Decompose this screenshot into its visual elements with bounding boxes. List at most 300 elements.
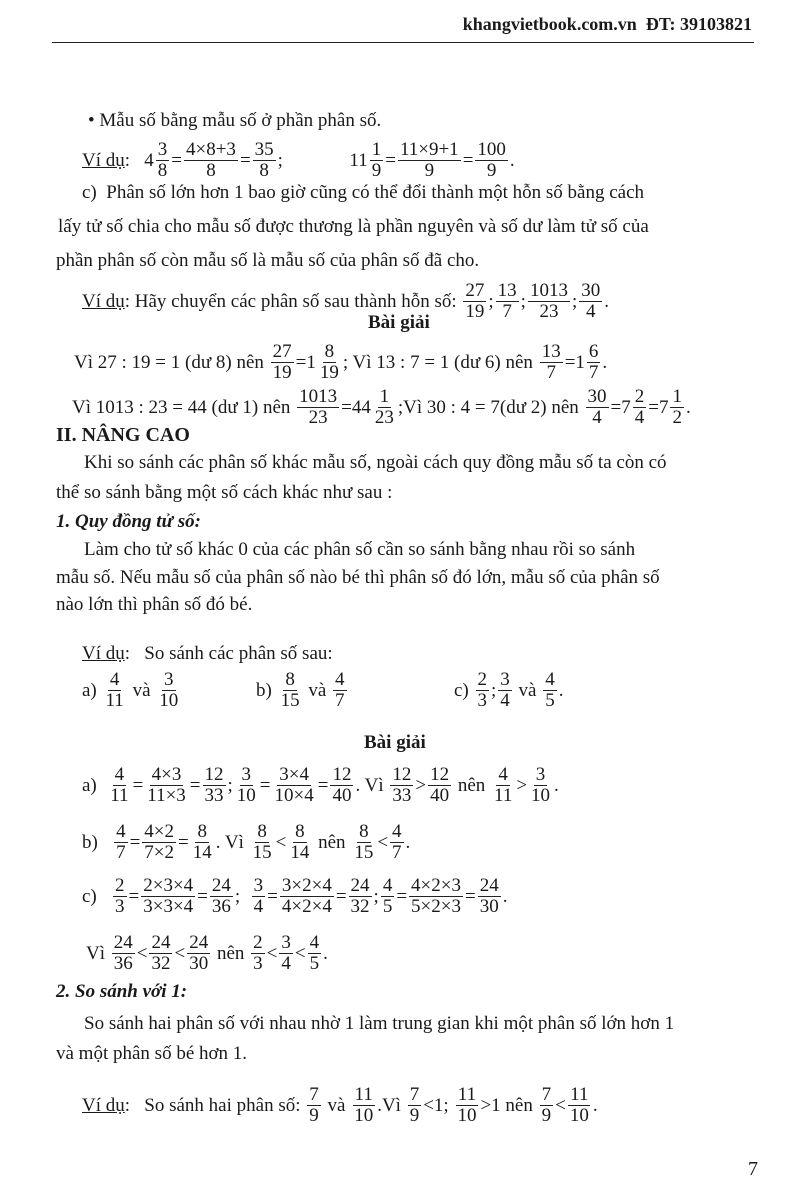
fraction <box>251 933 265 974</box>
numerator: 8 <box>257 821 267 842</box>
denominator: 5 <box>545 690 555 711</box>
numerator: 4 <box>109 669 120 690</box>
text-run: = <box>128 885 140 907</box>
paragraph-line <box>56 1043 247 1065</box>
text-run: = <box>385 149 396 171</box>
solution-line-b <box>82 822 410 863</box>
numerator: 100 <box>477 139 506 160</box>
numerator: 24 <box>479 875 499 896</box>
denominator: 3 <box>253 953 263 974</box>
text-run: nên <box>313 831 351 853</box>
page-header <box>463 14 752 35</box>
fraction <box>475 140 508 181</box>
denominator: 4 <box>634 407 645 428</box>
solution-line <box>72 387 691 428</box>
text-run: = <box>171 149 182 171</box>
section-heading <box>56 424 190 446</box>
bold-italic-heading: 1. Quy đồng tử số: <box>56 511 201 532</box>
numerator: 8 <box>197 821 207 842</box>
fraction <box>280 876 334 917</box>
fraction <box>670 387 684 428</box>
numerator: 3×2×4 <box>281 875 332 896</box>
text-run: =7 <box>648 396 669 418</box>
denominator: 11 <box>494 785 513 806</box>
fraction <box>252 876 266 917</box>
text-run: a) <box>82 774 107 796</box>
text-run: và một phân số bé hơn 1. <box>56 1043 248 1064</box>
fraction <box>271 342 294 383</box>
text-run: =7 <box>610 396 631 418</box>
text-run: > <box>415 774 427 796</box>
text-run: = <box>239 149 251 171</box>
text-run: c) Phân số lớn hơn 1 bao giờ cũng có thể đổi thành một hỗn số bằng cách <box>82 182 645 203</box>
fraction <box>156 140 170 181</box>
denominator: 8 <box>157 160 168 181</box>
text-run: > <box>516 774 528 796</box>
denominator: 3×3×4 <box>143 896 194 917</box>
denominator: 10 <box>457 1105 477 1126</box>
denominator: 7 <box>588 362 599 383</box>
text-run: ; <box>234 885 250 907</box>
denominator: 7 <box>546 362 556 383</box>
text-run: =44 <box>341 396 371 418</box>
paragraph-line <box>82 182 644 204</box>
fraction <box>184 140 238 181</box>
fraction <box>633 387 647 428</box>
denominator: 9 <box>309 1105 319 1126</box>
paragraph-line <box>58 216 649 238</box>
denominator: 10 <box>569 1105 589 1126</box>
denominator: 9 <box>409 1105 420 1126</box>
fraction <box>529 765 552 806</box>
text-run: Làm cho tử số khác 0 của các phân số cần so sánh bằng nhau rồi so sánh <box>84 539 636 560</box>
numerator: 1013 <box>529 280 568 301</box>
fraction <box>149 933 172 974</box>
fraction <box>279 933 293 974</box>
example-fraction-to-mixed <box>82 281 609 322</box>
fraction <box>191 822 214 863</box>
numerator: 11×9+1 <box>399 139 459 160</box>
fraction <box>203 765 226 806</box>
text-run: < <box>377 831 389 853</box>
denominator: 32 <box>151 953 171 974</box>
fraction <box>381 876 395 917</box>
numerator: 1 <box>672 386 682 407</box>
denominator: 5×2×3 <box>411 896 461 917</box>
fraction <box>579 281 602 322</box>
denominator: 4 <box>253 896 264 917</box>
numerator: 12 <box>430 764 450 785</box>
numerator: 24 <box>211 875 231 896</box>
numerator: 11 <box>354 1084 373 1105</box>
numerator: 4×8+3 <box>186 139 236 160</box>
fraction <box>187 933 210 974</box>
text-run: nào lớn thì phân số đó bé. <box>56 594 253 615</box>
denominator: 4 <box>585 301 596 322</box>
denominator: 5 <box>309 953 320 974</box>
text-run: < <box>174 942 186 964</box>
text-run: . <box>592 1094 598 1116</box>
text-run: ; <box>373 885 379 907</box>
text-run: So sánh hai phân số với nhau nhờ 1 làm trung gian khi một phân số lớn hơn 1 <box>84 1013 675 1034</box>
paragraph-line <box>56 594 252 616</box>
fraction <box>251 822 274 863</box>
fraction <box>112 933 135 974</box>
denominator: 32 <box>350 896 370 917</box>
fraction <box>528 281 570 322</box>
denominator: 8 <box>206 160 216 181</box>
denominator: 3 <box>477 690 488 711</box>
text-run: = <box>189 774 201 796</box>
numerator: 1013 <box>299 386 338 407</box>
numerator: 7 <box>541 1084 552 1105</box>
denominator: 9 <box>541 1105 552 1126</box>
numerator: 7 <box>309 1084 319 1105</box>
numerator: 27 <box>465 280 485 301</box>
denominator: 19 <box>465 301 485 322</box>
denominator: 9 <box>486 160 497 181</box>
text-run: ;Vì 30 : 4 = 7(dư 2) nên <box>397 396 584 418</box>
fraction <box>318 342 341 383</box>
numerator: 4 <box>114 764 125 785</box>
example-label: Ví dụ <box>82 290 125 312</box>
solution-line <box>74 342 607 383</box>
fraction <box>540 342 563 383</box>
example-part-a <box>82 670 182 711</box>
fraction <box>297 387 339 428</box>
text-run: : So sánh hai phân số: <box>124 1094 306 1116</box>
denominator: 2 <box>672 407 682 428</box>
numerator: 2 <box>634 386 645 407</box>
numerator: 3 <box>253 875 264 896</box>
text-run: . Vì <box>355 774 389 796</box>
paragraph-line <box>84 1013 674 1035</box>
denominator: 9 <box>424 160 435 181</box>
denominator: 15 <box>280 690 300 711</box>
text-run: a) <box>82 679 102 701</box>
numerator: 11 <box>570 1084 589 1105</box>
denominator: 4×2×4 <box>281 896 332 917</box>
text-run: . <box>502 885 508 907</box>
fraction <box>145 765 188 806</box>
denominator: 3 <box>115 896 125 917</box>
solution-heading <box>364 732 426 754</box>
header-site: khangvietbook.com.vn <box>462 14 637 34</box>
text-run: . <box>685 396 691 418</box>
example-label: Ví dụ <box>82 149 125 171</box>
text-run: . <box>509 149 515 171</box>
text-run: ; Vì 13 : 7 = 1 (dư 6) nên <box>342 351 538 373</box>
denominator: 7 <box>116 842 126 863</box>
numerator: 30 <box>587 386 607 407</box>
numerator: 4×3 <box>151 764 182 785</box>
denominator: 40 <box>332 785 352 806</box>
fraction <box>373 387 396 428</box>
denominator: 7 <box>335 690 345 711</box>
text-run: = <box>317 774 329 796</box>
fraction <box>288 822 311 863</box>
fraction <box>496 281 519 322</box>
fraction <box>104 670 126 711</box>
numerator: 24 <box>189 932 209 953</box>
text-run: <1; <box>423 1094 454 1116</box>
fraction <box>408 1085 422 1126</box>
denominator: 10 <box>159 690 179 711</box>
numerator: 4 <box>392 821 402 842</box>
text-run: b) <box>82 831 113 853</box>
fraction <box>540 1085 554 1126</box>
denominator: 4 <box>500 690 510 711</box>
numerator: 4×2×3 <box>411 875 461 896</box>
text-run: ; <box>488 290 494 312</box>
fraction <box>398 140 461 181</box>
text-run: và <box>513 679 542 701</box>
denominator: 23 <box>374 407 394 428</box>
numerator: 3 <box>500 669 510 690</box>
example-line <box>82 643 333 665</box>
denominator: 36 <box>211 896 231 917</box>
subsection-heading <box>56 981 187 1003</box>
text-run: . <box>323 942 328 964</box>
numerator: 4 <box>309 932 320 953</box>
fraction <box>428 765 451 806</box>
fraction <box>352 1085 375 1126</box>
text-run: = <box>335 885 347 907</box>
numerator: 12 <box>392 764 412 785</box>
fraction <box>352 822 375 863</box>
denominator: 30 <box>189 953 209 974</box>
solution-line-a <box>82 765 559 806</box>
numerator: 8 <box>324 341 335 362</box>
bold-heading: Bài giải <box>368 312 430 333</box>
text-run: ; 11 <box>277 149 368 171</box>
numerator: 8 <box>295 821 305 842</box>
text-run: < <box>275 831 287 853</box>
numerator: 13 <box>541 341 561 362</box>
text-run: = <box>396 885 408 907</box>
fraction <box>587 342 601 383</box>
denominator: 5 <box>382 896 393 917</box>
text-run: Vì 27 : 19 = 1 (dư 8) nên <box>74 351 269 373</box>
text-run: : 4 <box>124 149 154 171</box>
bold-italic-heading: 2. So sánh với 1: <box>56 981 188 1002</box>
text-run: thể so sánh bằng một số cách khác như sau : <box>56 482 393 503</box>
paragraph-line <box>84 452 667 474</box>
fraction <box>108 765 130 806</box>
denominator: 19 <box>319 362 339 383</box>
denominator: 19 <box>272 362 292 383</box>
solution-line-c <box>82 876 507 917</box>
fraction <box>463 281 486 322</box>
text-run: = <box>462 149 474 171</box>
denominator: 10 <box>531 785 551 806</box>
denominator: 15 <box>354 842 374 863</box>
fraction <box>210 876 233 917</box>
numerator: 8 <box>285 669 295 690</box>
bold-heading: Bài giải <box>364 732 426 753</box>
fraction <box>370 140 384 181</box>
numerator: 2 <box>253 932 263 953</box>
numerator: 7 <box>409 1084 420 1105</box>
fraction <box>279 670 302 711</box>
text-run: ; <box>571 290 578 312</box>
text-run: Khi so sánh các phân số khác mẫu số, ngoài cách quy đồng mẫu số ta còn có <box>84 452 667 473</box>
text-run: < <box>136 942 148 964</box>
example-line <box>82 1085 598 1126</box>
text-run: = <box>197 885 208 907</box>
text-run: =1 <box>295 351 316 373</box>
denominator: 11×3 <box>147 785 186 806</box>
fraction <box>455 1085 478 1126</box>
text-run: = <box>129 831 141 853</box>
header-phone: ĐT: 39103821 <box>645 14 752 34</box>
text-run: Vì 1013 : 23 = 44 (dư 1) nên <box>72 396 296 418</box>
fraction <box>253 140 276 181</box>
example-label: Ví dụ <box>82 1094 125 1116</box>
text-run: >1 nên <box>480 1094 538 1116</box>
denominator: 15 <box>252 842 272 863</box>
numerator: 3 <box>241 764 252 785</box>
fraction <box>568 1085 591 1126</box>
text-run: . Vì <box>215 831 249 853</box>
bullet-line <box>88 110 381 132</box>
header-rule <box>52 42 754 43</box>
example-label: Ví dụ <box>82 643 125 664</box>
fraction <box>478 876 501 917</box>
numerator: 27 <box>272 341 292 362</box>
text-run: ; <box>491 679 497 701</box>
denominator: 14 <box>192 842 212 863</box>
text-run: : Hãy chuyển các phân số sau thành hỗn số: <box>124 290 462 312</box>
text-run: c) <box>82 885 112 907</box>
denominator: 7 <box>502 301 512 322</box>
text-run: phần phân số còn mẫu số là mẫu số của phân số đã cho. <box>56 250 480 271</box>
numerator: 4 <box>116 821 126 842</box>
paragraph-line <box>56 567 660 589</box>
denominator: 7×2 <box>144 842 175 863</box>
fraction <box>330 765 353 806</box>
solution-heading <box>368 312 430 334</box>
text-run: = <box>267 885 278 907</box>
numerator: 4 <box>335 669 345 690</box>
numerator: 30 <box>581 280 601 301</box>
text-run: mẫu số. Nếu mẫu số của phân số nào bé thì phân số đó lớn, mẫu số của phân số <box>56 567 660 588</box>
text-run: < <box>266 942 278 964</box>
text-run: . <box>604 290 609 312</box>
subsection-heading <box>56 511 201 533</box>
numerator: 3×4 <box>279 764 309 785</box>
numerator: 4×2 <box>144 821 175 842</box>
text-run: . <box>554 774 559 796</box>
numerator: 4 <box>382 875 393 896</box>
numerator: 11 <box>457 1084 477 1105</box>
text-run: = <box>259 774 271 796</box>
numerator: 24 <box>151 932 171 953</box>
denominator: 4 <box>592 407 602 428</box>
denominator: 14 <box>290 842 310 863</box>
text-run: c) <box>454 679 474 701</box>
fraction <box>235 765 258 806</box>
denominator: 7 <box>392 842 402 863</box>
text-run: : So sánh các phân số sau: <box>124 643 333 664</box>
fraction <box>476 670 490 711</box>
fraction <box>492 765 514 806</box>
numerator: 24 <box>113 932 133 953</box>
denominator: 10×4 <box>274 785 314 806</box>
numerator: 2 <box>115 875 125 896</box>
numerator: 3 <box>535 764 546 785</box>
fraction <box>349 876 372 917</box>
fraction <box>307 1085 321 1126</box>
text-run: . <box>558 679 564 701</box>
text-run: ; <box>227 774 233 796</box>
fraction <box>498 670 512 711</box>
text-run: =1 <box>564 351 585 373</box>
text-run: .Vì <box>377 1094 406 1116</box>
text-run: nên <box>453 774 491 796</box>
numerator: 2×3×4 <box>143 875 194 896</box>
numerator: 4 <box>498 764 508 785</box>
page-number: 7 <box>748 1158 758 1180</box>
denominator: 8 <box>259 160 269 181</box>
numerator: 3 <box>164 669 174 690</box>
text-run: < <box>294 942 306 964</box>
numerator: 6 <box>588 341 599 362</box>
denominator: 23 <box>308 407 328 428</box>
numerator: 12 <box>204 764 224 785</box>
paragraph-line <box>56 250 479 272</box>
fraction <box>141 876 195 917</box>
numerator: 35 <box>254 139 274 160</box>
text-run: b) <box>256 679 277 701</box>
fraction <box>114 822 128 863</box>
fraction <box>308 933 322 974</box>
text-run: = <box>178 831 189 853</box>
fraction <box>113 876 127 917</box>
fraction <box>543 670 557 711</box>
text-run: ; <box>520 290 526 312</box>
text-run: . <box>602 351 608 373</box>
denominator: 4 <box>281 953 291 974</box>
numerator: 1 <box>371 139 382 160</box>
numerator: 12 <box>332 764 352 785</box>
fraction <box>273 765 316 806</box>
numerator: 2 <box>477 669 488 690</box>
fraction <box>390 822 404 863</box>
denominator: 23 <box>539 301 559 322</box>
text-run: lấy tử số chia cho mẫu số được thương là phần nguyên và số dư làm tử số của <box>58 216 649 237</box>
example-part-b <box>256 670 349 711</box>
fraction <box>157 670 180 711</box>
text-run: và <box>322 1094 351 1116</box>
numerator: 3 <box>157 139 168 160</box>
denominator: 30 <box>479 896 499 917</box>
numerator: 8 <box>359 821 369 842</box>
paragraph-line <box>56 482 392 504</box>
example-part-c <box>454 670 563 711</box>
denominator: 11 <box>110 785 129 806</box>
paragraph-line <box>84 539 635 561</box>
fraction <box>409 876 463 917</box>
denominator: 10 <box>236 785 256 806</box>
text-run: và <box>303 679 332 701</box>
text-run: = <box>464 885 476 907</box>
fraction <box>390 765 413 806</box>
denominator: 11 <box>105 690 124 711</box>
text-run: = <box>132 774 144 796</box>
numerator: 24 <box>350 875 370 896</box>
numerator: 1 <box>379 386 390 407</box>
